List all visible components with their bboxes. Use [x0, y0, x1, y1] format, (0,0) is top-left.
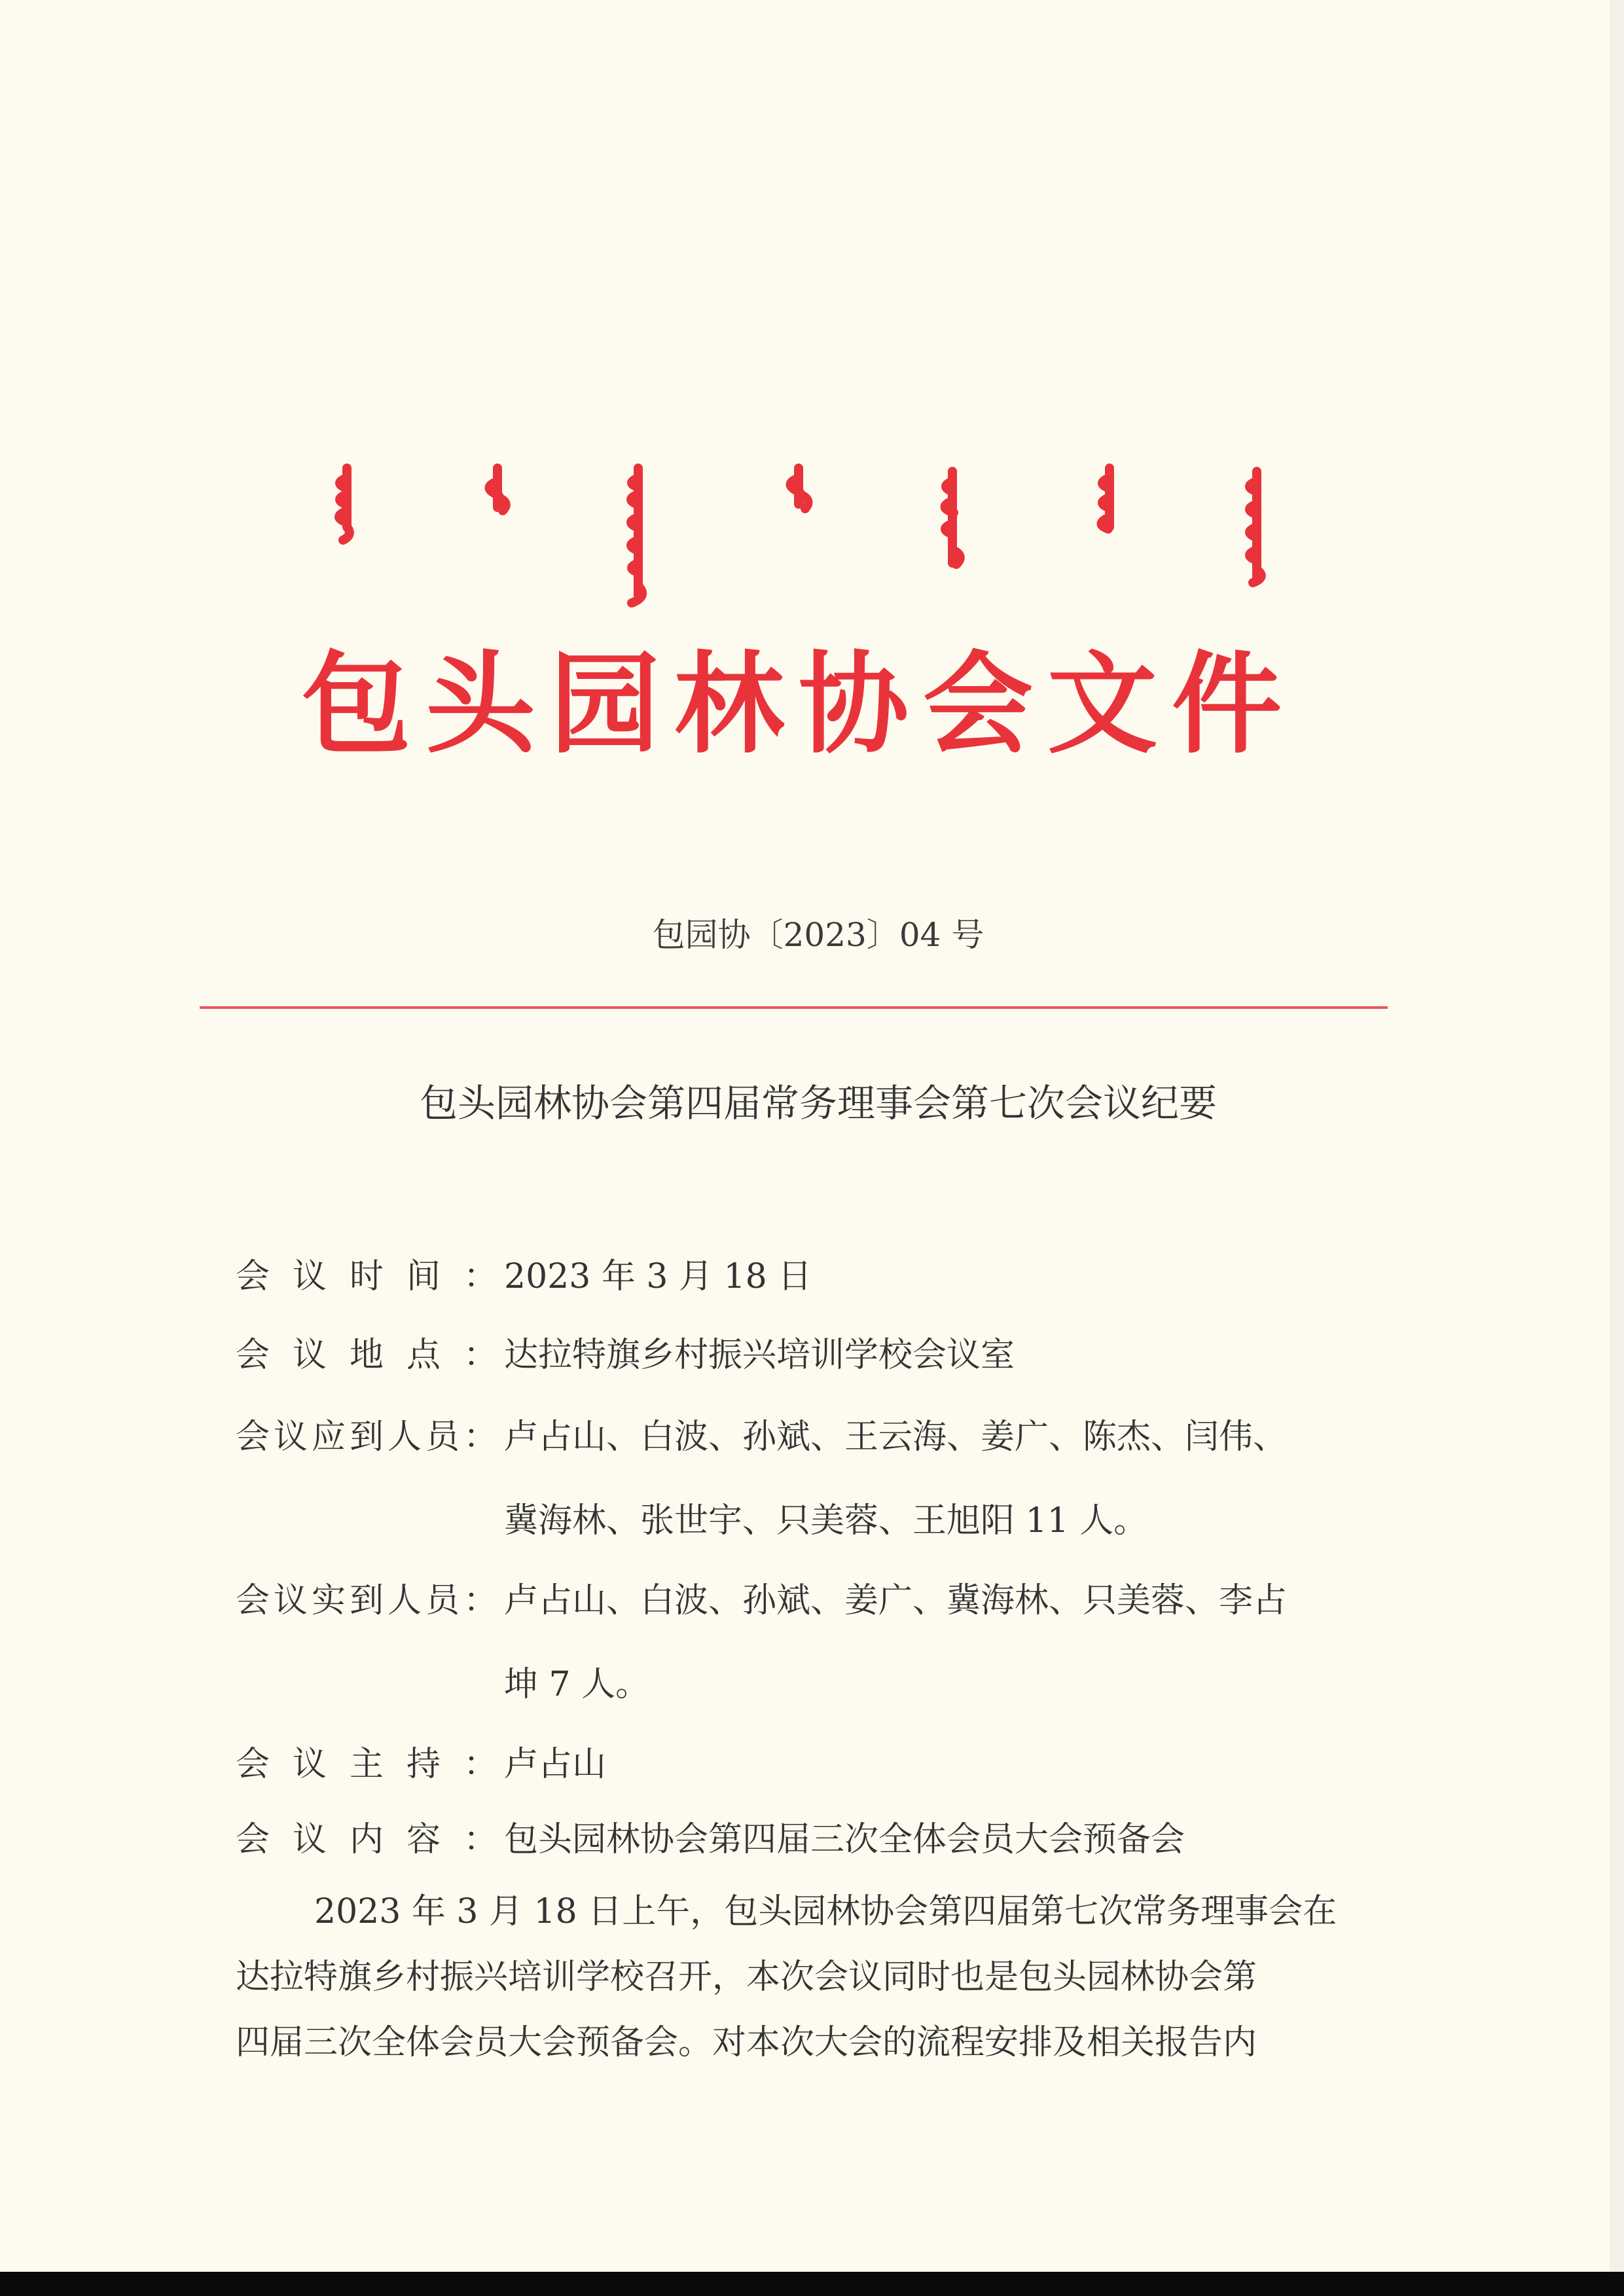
field-label: 会议地点：: [236, 1336, 497, 1375]
field-value: 包头园林协会第四届三次全体会员大会预备会: [504, 1820, 1185, 1859]
field-label: 会议实到人员：: [236, 1581, 497, 1620]
document-title: 包头园林协会文件: [301, 639, 1296, 769]
mongolian-seal-logo: [327, 458, 1276, 629]
field-value: 卢占山、白波、孙斌、王云海、姜广、陈杰、闫伟、 冀海林、张世宇、只美蓉、王旭阳 11 人。: [504, 1417, 1288, 1540]
mongolian-script-icon: [327, 458, 1276, 629]
minutes-heading: 包头园林协会第四届常务理事会第七次会议纪要: [419, 1081, 1217, 1125]
document-number: 包园协〔2023〕04 号: [652, 916, 984, 954]
scan-bottom-border: [0, 2272, 1624, 2296]
field-label: 会议主持：: [236, 1745, 497, 1784]
scan-edge: [1610, 0, 1624, 2272]
field-value: 卢占山: [504, 1745, 607, 1784]
field-value: 卢占山、白波、孙斌、姜广、冀海林、只美蓉、李占 坤 7 人。: [504, 1581, 1288, 1704]
field-label: 会议内容：: [236, 1820, 497, 1859]
field-value: 2023 年 3 月 18 日: [504, 1257, 812, 1296]
field-label: 会议时间：: [236, 1257, 497, 1296]
body-paragraph: 2023 年 3 月 18 日上午，包头园林协会第四届第七次常务理事会在 达拉特旗乡村振兴培训学校召开，本次会议同时也是包头园林协会第 四届三次全体会员大会预备会。对本次大会的流程安排及相关报告内: [236, 1892, 1337, 2062]
field-value: 达拉特旗乡村振兴培训学校会议室: [504, 1336, 1015, 1375]
red-divider: [200, 1006, 1388, 1009]
field-label: 会议应到人员：: [236, 1417, 497, 1457]
